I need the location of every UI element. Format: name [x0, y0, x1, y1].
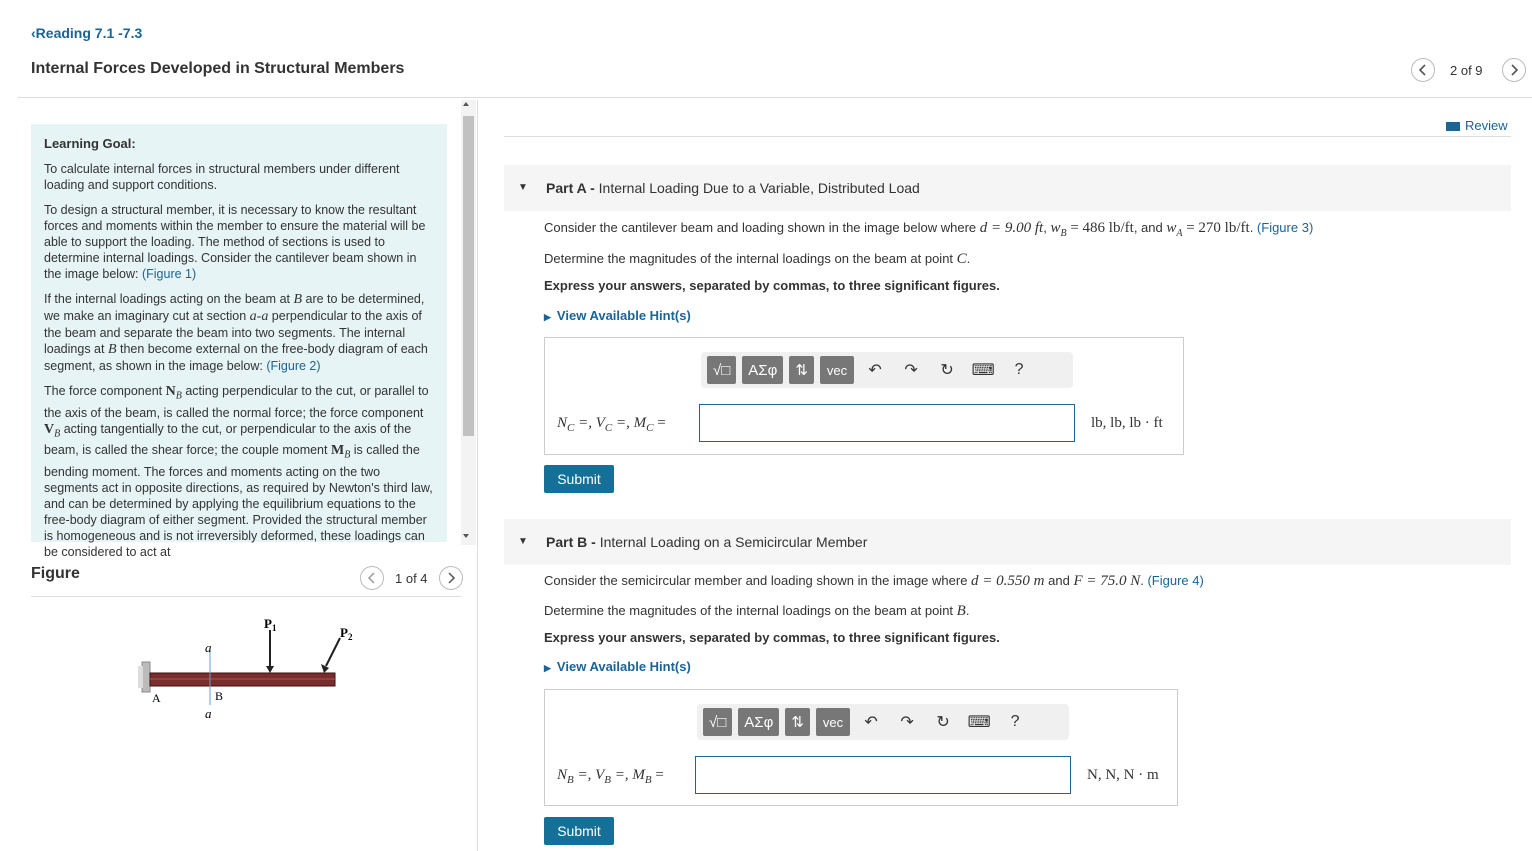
- review-divider: [504, 136, 1511, 137]
- part-b-question: Consider the semicircular member and loading shown in the image where d = 0.550 m and F = 75.0 N. (Figure 4): [544, 573, 1204, 589]
- part-a-submit-button[interactable]: Submit: [544, 465, 614, 493]
- part-a-hint-link[interactable]: ▶ View Available Hint(s): [544, 308, 691, 323]
- forces-paragraph: The force component $N_B$ acting perpendicular to the cut, or parallel to the axis of the beam, is called the normal force; the force component $V_B$ acting tangentially to the cut, or perpendicular to the axis of the beam, is called the shear force; the couple moment $M_B$ is called the bending moment. The forces and moments acting on the two segments act in opposite directions, as required by Newton's third law, and can be determined by applying the equilibrium equations to the free-body diagram of either segment. Provided the structural member is homogeneous and is not irreversibly deformed, these loadings can be considered to act at: [44, 384, 433, 559]
- scrollbar-thumb[interactable]: [463, 116, 474, 436]
- part-a-answer-input[interactable]: [699, 404, 1075, 442]
- reset-icon[interactable]: ↻: [940, 362, 954, 379]
- part-b-answer-input[interactable]: [695, 756, 1071, 794]
- label-a-bottom: a: [205, 706, 212, 721]
- chevron-left-icon: [1418, 64, 1428, 76]
- prev-page-button[interactable]: [1411, 58, 1435, 82]
- greek-button[interactable]: ΑΣφ: [742, 356, 783, 384]
- figure-title: Figure: [31, 565, 80, 582]
- figure-counter: 1 of 4: [395, 571, 428, 586]
- keyboard-icon[interactable]: ⌨: [971, 362, 995, 379]
- figure-next-button[interactable]: [439, 566, 463, 590]
- part-b-answer-box: [544, 689, 1178, 806]
- label-A: A: [152, 691, 161, 705]
- label-p2: $P_2$: [340, 625, 353, 642]
- help-icon[interactable]: ?: [1014, 361, 1024, 378]
- caret-right-icon: ▶: [544, 663, 551, 673]
- part-a-determine: Determine the magnitudes of the internal loadings on the beam at point C.: [544, 251, 971, 267]
- page-counter: 2 of 9: [1450, 63, 1483, 78]
- templates-button[interactable]: [707, 356, 736, 384]
- part-b-submit-button[interactable]: Submit: [544, 817, 614, 845]
- part-b-header[interactable]: [504, 519, 1511, 565]
- keyboard-icon[interactable]: ⌨: [967, 714, 991, 731]
- vec-button[interactable]: vec: [820, 356, 854, 384]
- arrows-button[interactable]: ⇅: [789, 356, 814, 384]
- cut-paragraph: If the internal loadings acting on the beam at B are to be determined, we make an imaginary cut at section a-a perpendicular to the axis of the beam and separate the beam into two segments. The internal loadings at B then become external on the free-body diagram of each segment, as shown in the image below: (Figure 2): [44, 292, 428, 373]
- collapse-triangle-icon: ▼: [518, 182, 528, 193]
- vec-button[interactable]: vec: [816, 708, 850, 736]
- part-a-answer-box: [544, 337, 1184, 455]
- chevron-left-icon: [367, 572, 377, 584]
- intro-paragraph: To design a structural member, it is necessary to know the resultant forces and moments within the member to ensure the material will be able to support the loading. The method of sections is used to determine internal loadings. Consider the cantilever beam shown in the image below: (Figure 1): [44, 203, 426, 281]
- scroll-up-icon[interactable]: [463, 102, 469, 106]
- sqrt-template-icon: √□: [709, 713, 727, 731]
- label-B: B: [215, 689, 224, 703]
- part-b-math-toolbar: [697, 704, 1069, 740]
- learning-goal-panel: [31, 124, 447, 559]
- learning-goal-title: Learning Goal:: [44, 136, 136, 151]
- chevron-right-icon: [446, 572, 456, 584]
- templates-button[interactable]: [703, 708, 732, 736]
- chevron-left-icon: ‹: [31, 25, 36, 41]
- wall-edge: [138, 666, 143, 688]
- header-divider: [18, 97, 1532, 98]
- panel-divider: [477, 100, 478, 851]
- undo-icon[interactable]: ↶: [868, 362, 882, 379]
- redo-icon[interactable]: ↷: [900, 714, 914, 731]
- undo-icon[interactable]: ↶: [864, 714, 878, 731]
- p1-arrowhead: [266, 666, 274, 673]
- p2-arrowhead: [321, 664, 329, 673]
- next-page-button[interactable]: [1502, 58, 1526, 82]
- sqrt-template-icon: √□: [713, 361, 731, 379]
- part-b-instructions: Express your answers, separated by commas, to three significant figures.: [544, 630, 1000, 645]
- part-a-header[interactable]: [504, 165, 1511, 211]
- learning-goal-text: To calculate internal forces in structural members under different loading and support conditions.: [44, 162, 400, 192]
- greek-button[interactable]: ΑΣφ: [738, 708, 779, 736]
- book-icon: [1446, 122, 1460, 131]
- figure-3-link[interactable]: (Figure 3): [1256, 220, 1314, 235]
- caret-right-icon: ▶: [544, 312, 551, 322]
- part-b-title: Part B - Internal Loading on a Semicircular Member: [546, 534, 868, 550]
- part-a-units: lb, lb, lb · ft: [1091, 415, 1163, 431]
- figure-prev-button[interactable]: [360, 566, 384, 590]
- collapse-triangle-icon: ▼: [518, 536, 528, 547]
- part-a-title: Part A - Internal Loading Due to a Variable, Distributed Load: [546, 180, 920, 196]
- figure-2-link[interactable]: (Figure 2): [266, 359, 321, 373]
- reset-icon[interactable]: ↻: [936, 714, 950, 731]
- part-a-question: Consider the cantilever beam and loading shown in the image below where d = 9.00 ft, $w_B = 486$ lb/ft, and $w_A = 270$ lb/ft. (Figure 3): [544, 220, 1314, 239]
- scroll-down-icon[interactable]: [463, 534, 469, 538]
- part-a-lhs: $N_C$ =, $V_C$ =, $M_C$ =: [557, 415, 666, 434]
- part-b-lhs: $N_B$ =, $V_B$ =, $M_B$ =: [557, 767, 664, 786]
- back-link[interactable]: ‹Reading 7.1 -7.3: [31, 25, 143, 41]
- part-a-math-toolbar: [701, 352, 1073, 388]
- part-b-units: N, N, N · m: [1087, 767, 1159, 783]
- wall-support: [142, 662, 150, 692]
- figure-divider: [31, 596, 461, 597]
- label-p1: $P_1$: [264, 616, 277, 633]
- label-a-top: a: [205, 640, 212, 655]
- redo-icon[interactable]: ↷: [904, 362, 918, 379]
- p2-arrow: [326, 638, 340, 666]
- figure-1-link[interactable]: (Figure 1): [141, 267, 197, 281]
- cantilever-beam-figure: [130, 610, 360, 730]
- help-icon[interactable]: ?: [1010, 713, 1020, 730]
- arrows-button[interactable]: ⇅: [785, 708, 810, 736]
- figure-4-link[interactable]: (Figure 4): [1147, 573, 1204, 588]
- part-b-hint-link[interactable]: ▶ View Available Hint(s): [544, 659, 691, 674]
- part-a-instructions: Express your answers, separated by commas, to three significant figures.: [544, 278, 1000, 293]
- part-b-determine: Determine the magnitudes of the internal loadings on the beam at point B.: [544, 603, 970, 619]
- page-title: Internal Forces Developed in Structural Members: [31, 60, 405, 77]
- review-link[interactable]: Review: [1446, 118, 1508, 133]
- chevron-right-icon: [1509, 64, 1519, 76]
